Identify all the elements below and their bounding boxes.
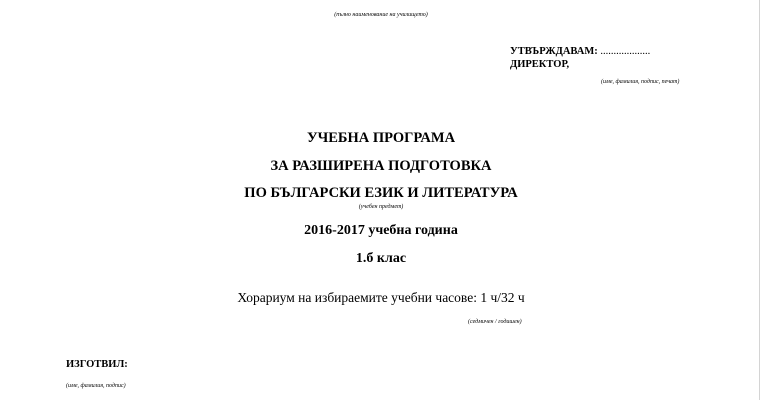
title-line-1: УЧЕБНА ПРОГРАМА	[306, 130, 456, 146]
approval-line	[510, 45, 650, 58]
director-label: ДИРЕКТОР,	[510, 59, 570, 70]
subject-hint: (учебен предмет)	[358, 204, 404, 210]
approval-block	[510, 45, 650, 71]
title-line-2: ЗА РАЗШИРЕНА ПОДГОТОВКА	[270, 158, 492, 174]
hours-hint: (седмичен / годишен)	[468, 319, 522, 325]
school-year: 2016-2017 учебна година	[304, 223, 458, 238]
school-name-hint: (пълно наименование на училището)	[334, 12, 428, 18]
approve-dots: ...................	[600, 46, 651, 57]
prepared-by-hint: (име, фамилия, подпис)	[66, 383, 126, 389]
approve-label: УТВЪРЖДАВАМ:	[510, 46, 598, 57]
hours-text: Хорариум на избираемите учебни часове: 1 ч/32 ч	[237, 290, 525, 305]
grade-label: 1.б клас	[355, 251, 407, 266]
title-line-3: ПО БЪЛГАРСКИ ЕЗИК И ЛИТЕРАТУРА	[244, 185, 518, 201]
prepared-by-label: ИЗГОТВИЛ:	[66, 359, 128, 370]
director-signature-hint: (име, фамилия, подпис, печат)	[601, 79, 680, 85]
